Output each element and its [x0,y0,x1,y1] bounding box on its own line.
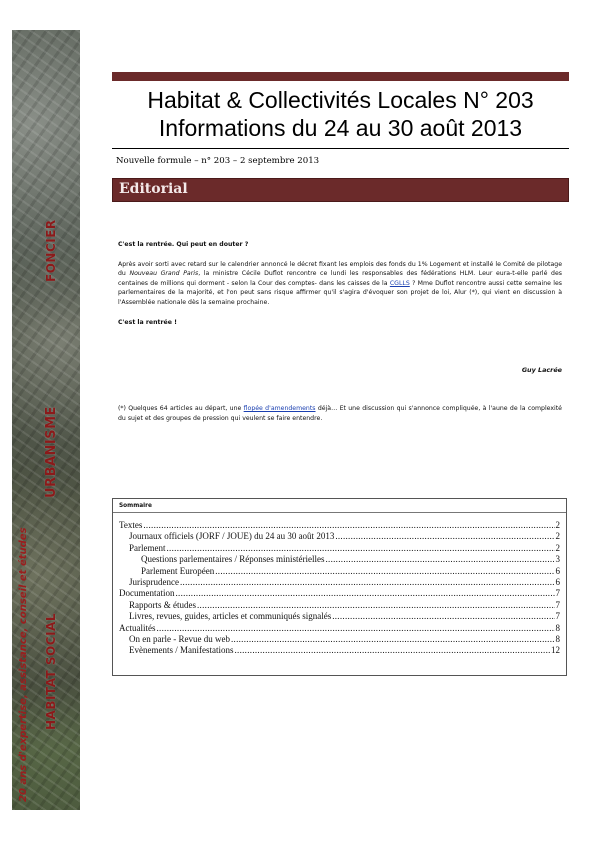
toc-entry-page: 2 [555,520,560,530]
title-line-1: Habitat & Collectivités Locales N° 203 [147,87,534,113]
editorial-body [118,240,562,337]
toc-leader-dots [325,554,554,565]
section-title: Editorial [119,181,188,197]
toc-entry[interactable] [113,600,560,611]
toc-entry-label: Parlement Européen [141,565,215,576]
toc-entry-page: 7 [555,611,560,622]
toc-leader-dots [215,566,554,577]
footnote-text: déjà… Et une discussion qui s'annonce compliquée, à l'aune de la complexité du sujet et des groupes de pression qui veulent se faire entendre. [118,405,562,422]
toc-entry-label: Textes [119,520,143,530]
toc-leader-dots [180,577,555,588]
toc-leader-dots [167,543,555,554]
toc-entry[interactable] [113,634,560,645]
toc-entry[interactable] [113,566,560,577]
footnote-text: (*) Quelques 64 articles au départ, une [118,405,244,412]
sidebar-photo-strip [12,30,80,810]
toc-entry-label: Questions parlementaires / Réponses ministérielles [141,554,325,565]
toc-entry-label: Journaux officiels (JORF / JOUE) du 24 au 30 août 2013 [129,531,335,542]
toc-entry[interactable] [113,531,560,542]
toc-leader-dots [234,645,550,656]
sidebar-word-urbanisme: URBANISME [44,406,59,498]
toc-leader-dots [143,520,554,531]
toc-heading: Sommaire [113,499,566,513]
toc-entry-label: Documentation [119,588,175,599]
toc-entry-page: 7 [555,588,560,599]
cglls-link[interactable]: CGLLS [389,279,410,287]
toc-leader-dots [197,600,555,611]
sidebar-word-habitat-social: HABITAT SOCIAL [44,613,58,730]
toc-leader-dots [231,634,555,645]
editorial-paragraph-2 [118,260,562,308]
toc-entry-page: 6 [555,565,560,576]
editorial-text: , la ministre Cécile Duflot rencontre ce lundi les responsables des fédérations HLM. Leur eura-t-elle parlé des centaines de millions qui dorment - selon la Cour des comptes- dans les caisses de la [118,270,562,287]
toc-entry-label: Parlement [129,542,166,553]
toc-entry-page: 2 [555,531,560,542]
section-header [112,178,569,202]
toc-entry[interactable] [113,645,560,656]
sidebar-tagline: 20 ans d'expertise, assistance, conseil et études [18,527,29,802]
toc-entry-label: Rapports & études [129,599,196,610]
editorial-text: ? Mme Duflot rencontre aussi cette semaine les parlementaires de la majorité, et l'on peut sans risque affirmer qu'il s'agira d'évoquer son projet de loi, Alur (*), qui vient en discussion à l'Assemblée nationale dès la semaine prochaine. [118,279,562,306]
toc-leader-dots [157,623,555,634]
editorial-signature: Guy Lacrée [521,366,562,374]
toc-entry[interactable] [113,543,560,554]
toc-entry-label: Actualités [119,622,156,633]
toc-leader-dots [176,588,555,599]
toc-entry-label: Evènements / Manifestations [129,645,234,656]
toc-entry-page: 7 [555,599,560,610]
toc-entry[interactable] [113,623,560,634]
header-rule [112,72,569,81]
toc-entry[interactable] [113,588,560,599]
toc-entry[interactable] [113,554,560,565]
toc-entry[interactable] [113,611,560,622]
toc-entry-label: Livres, revues, guides, articles et communiqués signalés [129,611,332,622]
editorial-paragraph-1: C'est la rentrée. Qui peut en douter ? [118,241,249,248]
page-title [112,86,569,142]
toc-entry-page: 8 [555,634,560,645]
editorial-paragraph-3: C'est la rentrée ! [118,318,177,326]
toc-leader-dots [335,531,554,542]
title-divider [112,148,569,149]
toc-entry-page: 2 [555,542,560,553]
toc-leader-dots [332,611,554,622]
title-line-2: Informations du 24 au 30 août 2013 [158,115,523,141]
toc-list [113,513,566,657]
toc-entry[interactable] [113,577,560,588]
toc-entry-page: 6 [555,577,560,588]
toc-entry-label: Jurisprudence [129,577,179,588]
issue-subline: Nouvelle formule – n° 203 – 2 septembre 2013 [116,156,320,166]
sidebar-word-foncier: FONCIER [44,219,58,282]
editorial-emphasis: Nouveau Grand Paris [129,270,199,278]
editorial-text: Après avoir sorti avec retard sur le calendrier annoncé le décret fixant les emplois des fonds du 1% Logement et installé le Comité de pilotage du [118,260,562,278]
toc-entry-page: 8 [555,622,560,633]
toc-entry-page: 3 [555,554,560,565]
toc-entry-label: On en parle - Revue du web [129,634,230,645]
toc-entry-page: 12 [551,645,560,656]
toc-entry[interactable] [113,520,560,531]
editorial-footnote [118,404,562,423]
amendments-link[interactable]: flopée d'amendements [243,405,316,412]
table-of-contents [112,498,567,676]
